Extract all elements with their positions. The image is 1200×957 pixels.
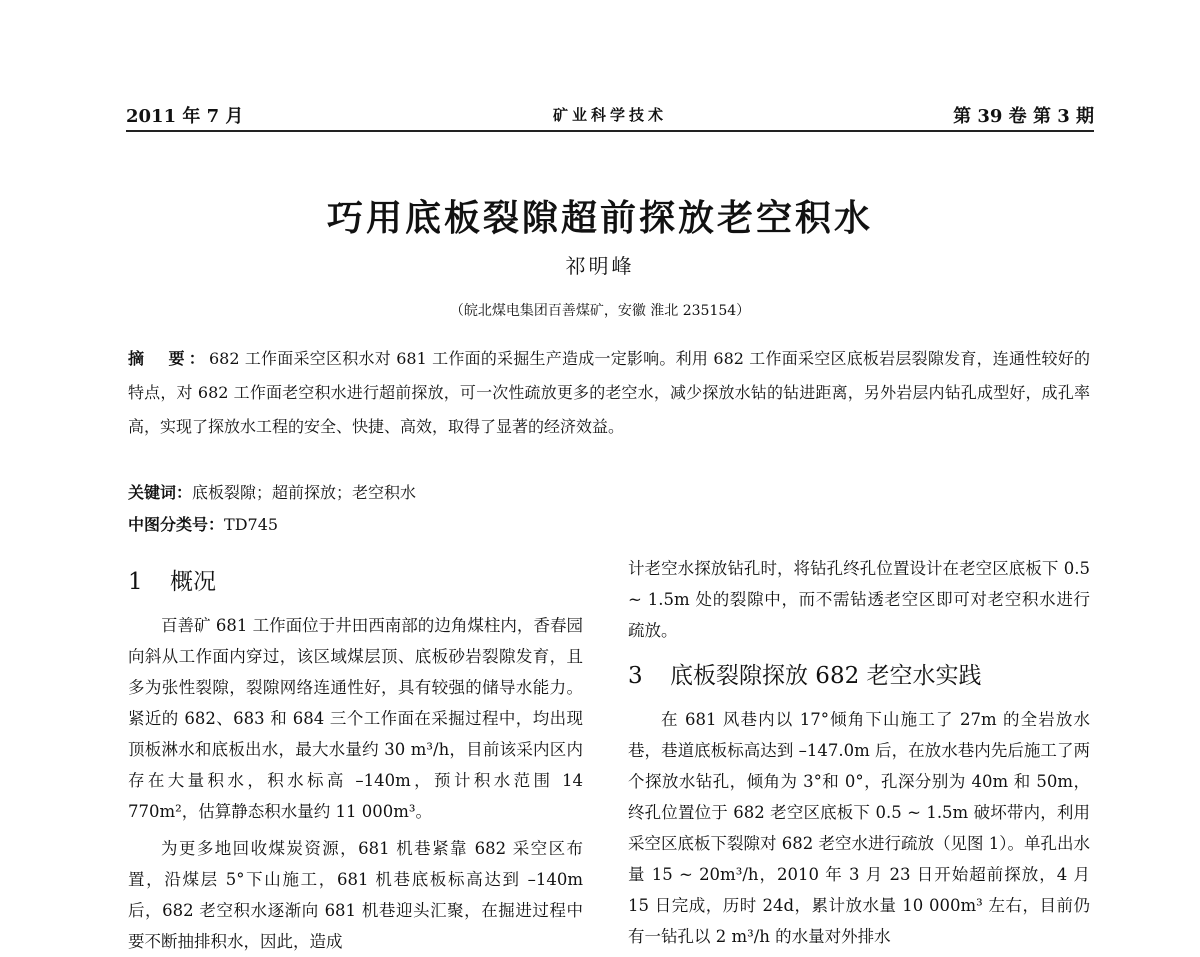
clc-label: 中图分类号： xyxy=(128,515,225,534)
section-heading xyxy=(628,654,1090,698)
author-name: 祁明峰 xyxy=(565,254,635,278)
section-number: 1 xyxy=(128,569,143,595)
paper-title: 巧用底板裂隙超前探放老空积水 xyxy=(326,197,873,239)
paragraph: 百善矿 681 工作面位于井田西南部的边角煤柱内，香春园向斜从工作面内穿过，该区域煤层顶、底板砂岩裂隙发育，且多为张性裂隙，裂隙网络连通性好，具有较强的储导水能力。紧近的 682、683 和 684 三个工作面在采掘过程中，均出现顶板淋水和底板出水，最大水量约 30 m³/h，目前该采内区内存在大量积水，积水标高 –140m，预计积水范围 14 770m²，估算静态积水量约 11 000m³。 xyxy=(128,616,583,821)
keywords-label: 关键词： xyxy=(128,483,193,502)
abstract xyxy=(128,342,1090,444)
paragraph: 在 681 风巷内以 17°倾角下山施工了 27m 的全岩放水巷，巷道底板标高达到 –147.0m 后，在放水巷内先后施工了两个探放水钻孔，倾角为 3°和 0°，孔深分别为 40m 和 50m，终孔位置位于 682 老空区底板下 0.5 ~ 1.5m 破坏带内，利用采空区底板下裂隙对 682 老空水进行疏放（见图 1）。单孔出水量 15 ~ 20m³/h，2010 年 3 月 23 日开始超前探放，4 月 15 日完成，历时 24d，累计放水量 10 000m³ 左右，目前仍有一钻孔以 2 m³/h 的水量对外排水 xyxy=(628,710,1090,946)
paragraph-continuation: 计老空水探放钻孔时，将钻孔终孔位置设计在老空区底板下 0.5 ~ 1.5m 处的裂隙中，而不需钻透老空区即可对老空积水进行疏放。 xyxy=(628,559,1090,640)
keywords-text: 底板裂隙；超前探放；老空积水 xyxy=(192,483,417,502)
section-heading xyxy=(128,560,583,604)
paragraph: 为更多地回收煤炭资源，681 机巷紧靠 682 采空区布置，沿煤层 5°下山施工，681 机巷底板标高达到 –140m 后，682 老空积水逐渐向 681 机巷迎头汇聚，在掘进过程中要不断抽排积水，因此，造成 xyxy=(128,839,583,951)
running-header xyxy=(126,98,1094,132)
left-column xyxy=(128,560,583,957)
right-column xyxy=(628,553,1090,952)
journal-name: 矿业科学技术 xyxy=(552,106,667,124)
classification-number xyxy=(128,512,278,535)
affiliation: （皖北煤电集团百善煤矿，安徽 淮北 235154） xyxy=(449,303,751,319)
abstract-text: 682 工作面采空区积水对 681 工作面的采掘生产造成一定影响。利用 682 工作面采空区底板岩层裂隙发育，连通性较好的特点，对 682 工作面老空积水进行超前探放，可一次性疏放更多的老空水，减少探放水钻的钻进距离，另外岩层内钻孔成型好，成孔率高，实现了探放水工程的安全、快捷、高效，取得了显著的经济效益。 xyxy=(128,349,1090,436)
abstract-label: 摘 要： xyxy=(128,349,209,368)
volume-issue: 第 39 卷 第 3 期 xyxy=(953,106,1094,127)
keywords xyxy=(128,480,416,503)
section-title: 底板裂隙探放 682 老空水实践 xyxy=(670,663,982,689)
issue-date: 2011 年 7 月 xyxy=(126,106,244,127)
section-number: 3 xyxy=(628,663,643,689)
clc-text: TD745 xyxy=(224,515,279,534)
section-title: 概况 xyxy=(170,569,216,595)
